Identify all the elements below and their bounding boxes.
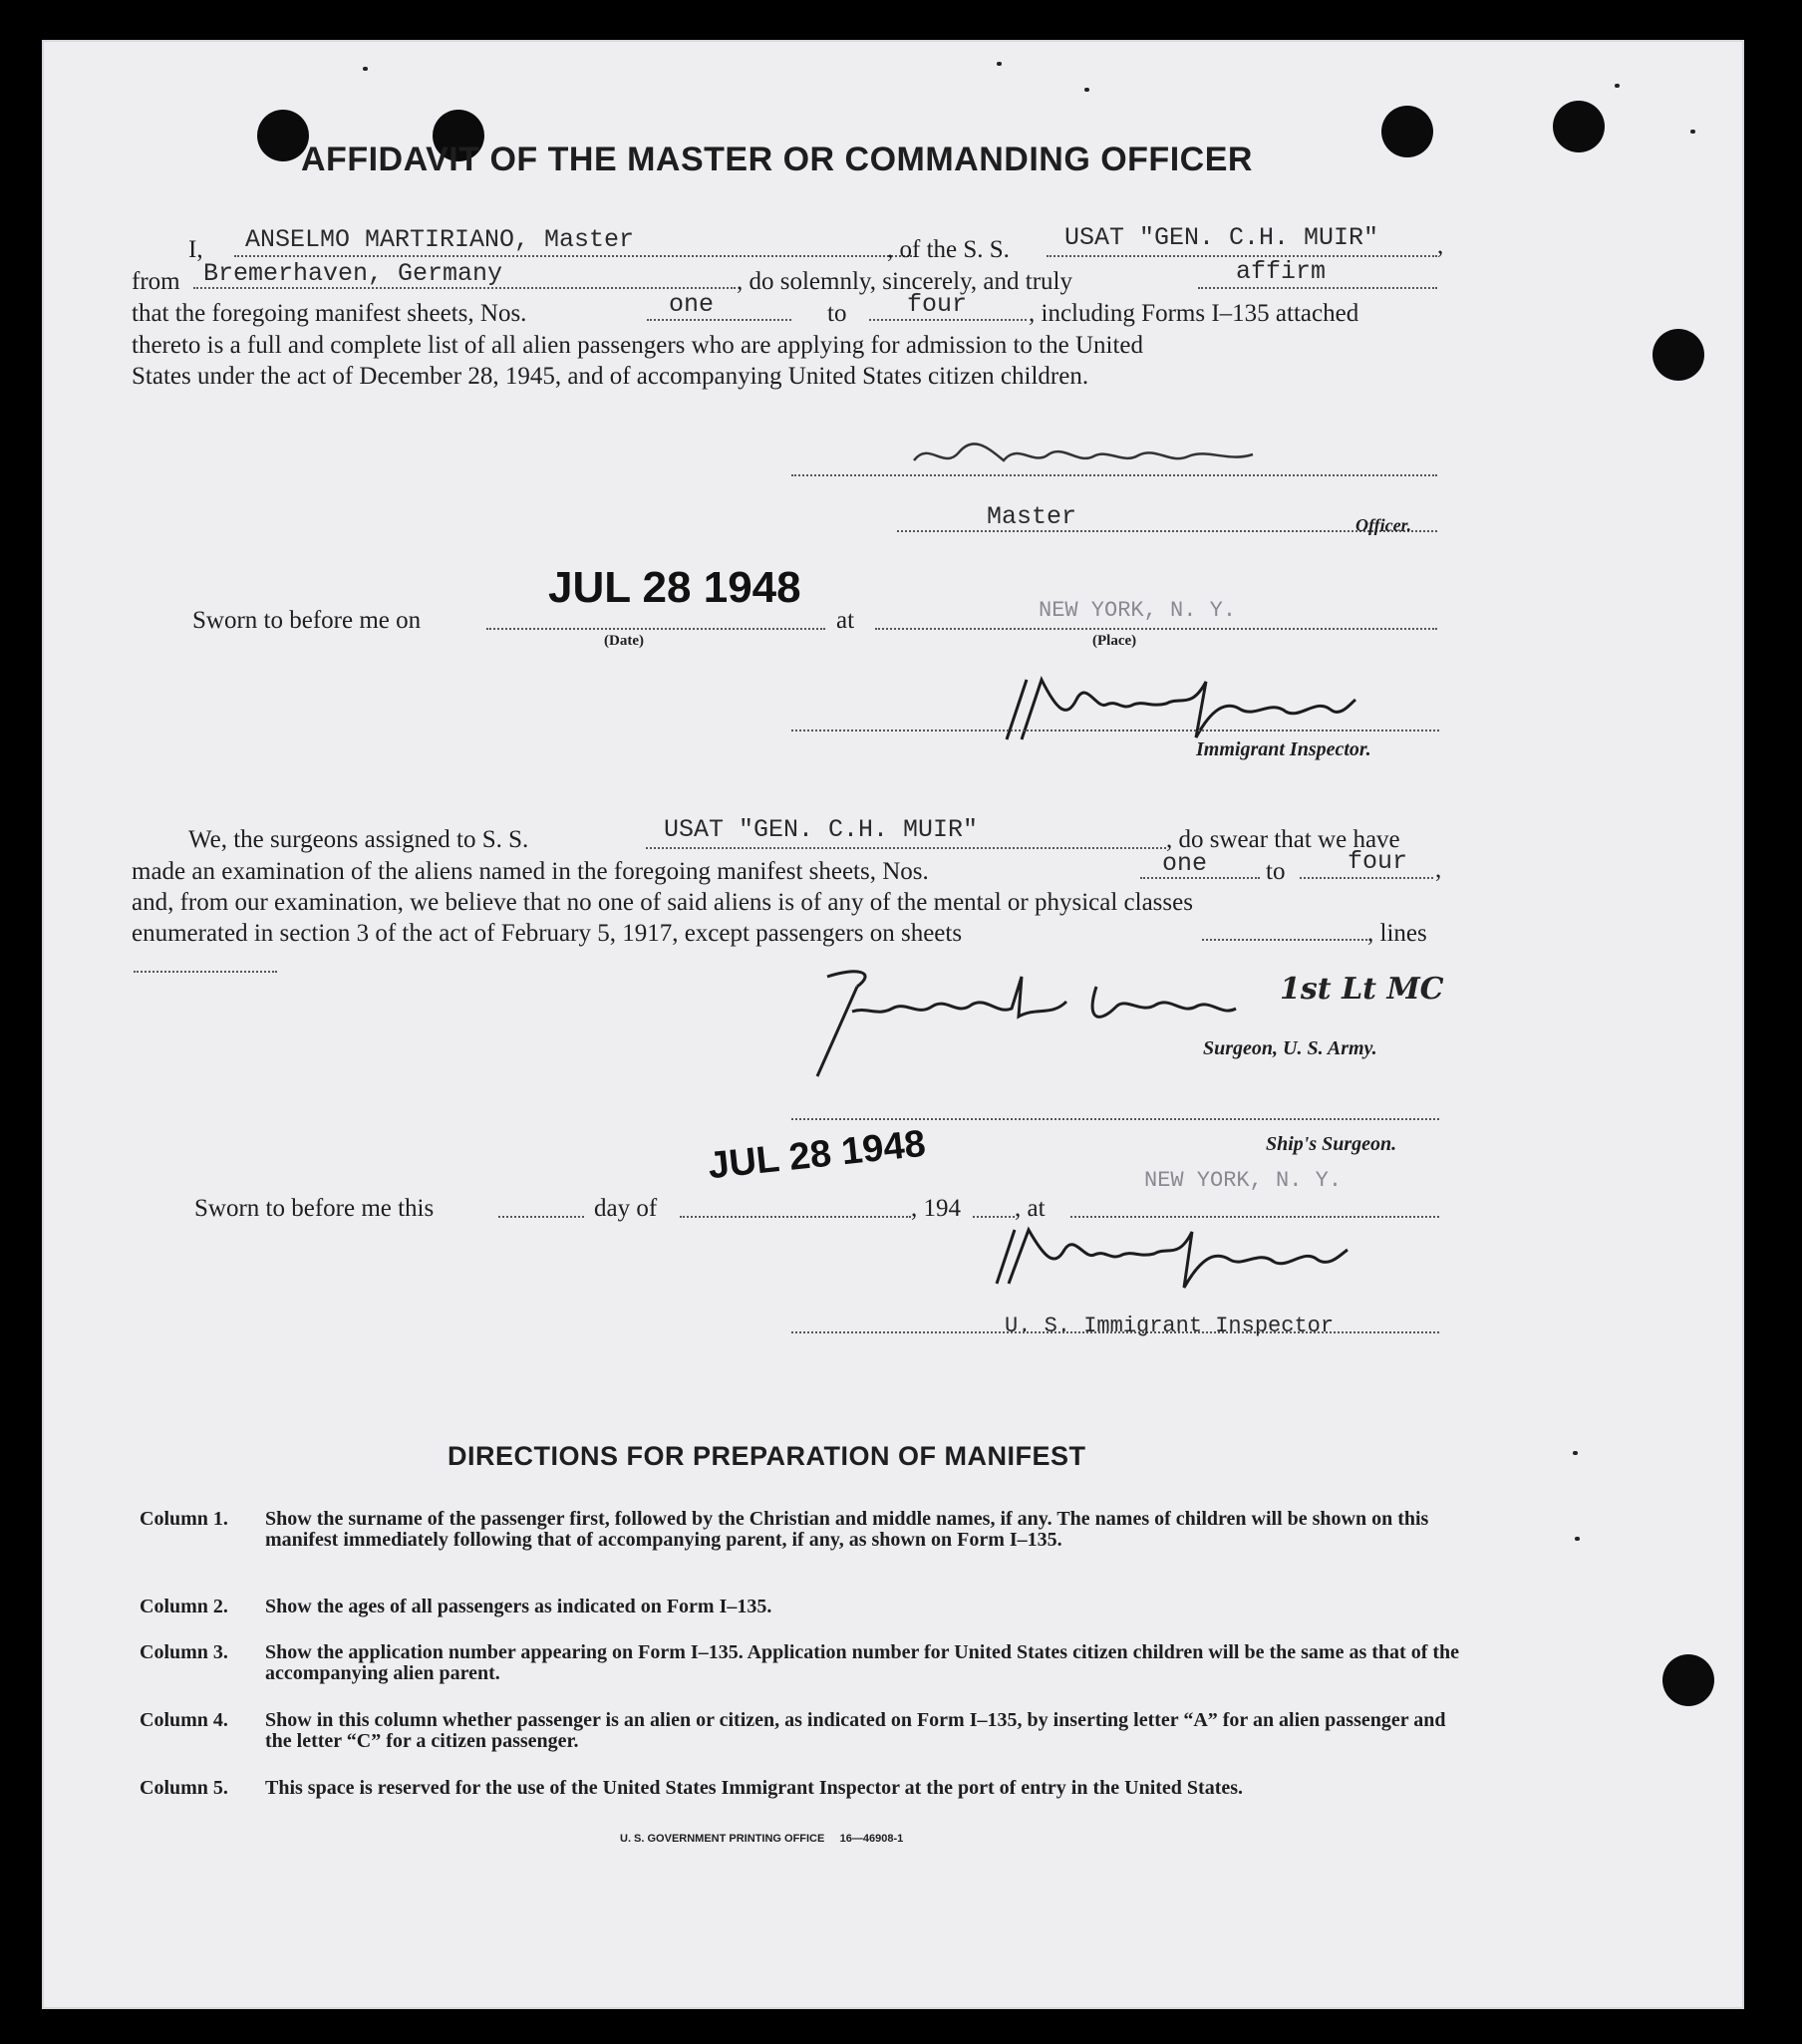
speck	[1615, 84, 1620, 88]
punch-hole	[1381, 106, 1433, 157]
printing-office-footer: U. S. GOVERNMENT PRINTING OFFICE 16—46908-1	[620, 1833, 904, 1845]
except-sheets-line	[1202, 939, 1367, 941]
affirm-typed: affirm	[1236, 257, 1327, 286]
sworn-date-line	[486, 628, 825, 630]
surgeon-signature	[797, 957, 1256, 1086]
text-year: , 194	[911, 1195, 961, 1222]
column-4-text: Show in this column whether passenger is an alien or citizen, as indicated on Form I–135, by inserting letter “A” for an alien passenger and the letter “C” for a citizen passenger.	[265, 1709, 1446, 1752]
inspector-signature	[997, 670, 1375, 749]
speck	[997, 62, 1002, 66]
place-caption: (Place)	[1092, 633, 1137, 649]
column-2-label: Column 2.	[140, 1596, 228, 1617]
from-place: Bremerhaven, Germany	[203, 259, 503, 288]
sheet-to-line	[869, 319, 1027, 321]
text-made-examination: made an examination of the aliens named in the foregoing manifest sheets, Nos.	[132, 858, 929, 885]
sheet-to: four	[907, 290, 968, 319]
text-at-1: at	[836, 607, 855, 634]
column-5-text: This space is reserved for the use of the United States Immigrant Inspector at the port of entry in the United States.	[265, 1777, 1244, 1799]
speck	[1690, 130, 1695, 134]
punch-hole	[1652, 329, 1704, 381]
speck	[1573, 1451, 1578, 1455]
punch-hole	[1662, 1654, 1714, 1706]
surgeon-ship-line	[646, 847, 1166, 849]
sworn-date-stamp: JUL 28 1948	[548, 563, 801, 612]
sworn-label-2: Sworn to before me this	[194, 1195, 435, 1222]
surgeon-army-caption: Surgeon, U. S. Army.	[1203, 1037, 1377, 1059]
page-title: AFFIDAVIT OF THE MASTER OR COMMANDING OFFICER	[301, 141, 1253, 178]
column-2-text: Show the ages of all passengers as indicated on Form I–135.	[265, 1596, 772, 1617]
column-3-label: Column 3.	[140, 1641, 228, 1663]
master-title: Master	[987, 502, 1077, 531]
sworn2-inspector-typed: U. S. Immigrant Inspector	[1005, 1314, 1335, 1338]
lines-line	[134, 971, 277, 973]
column-4-label: Column 4.	[140, 1709, 228, 1731]
surgeon-sheet-to-line	[1300, 877, 1433, 879]
affirm-line	[1198, 287, 1437, 289]
sworn2-place-line	[1070, 1216, 1439, 1218]
date-caption: (Date)	[604, 633, 644, 649]
column-3-text: Show the application number appearing on Form I–135. Application number for United States citizen children will be the same as that of the accompanying alien parent.	[265, 1641, 1460, 1684]
text-day-of: day of	[594, 1195, 658, 1222]
sheet-from-line	[647, 319, 791, 321]
text-comma-2: ,	[1435, 856, 1442, 883]
surgeon-sheet-from: one	[1162, 849, 1208, 878]
inspector-signature-2	[987, 1222, 1375, 1302]
surgeon-sheet-to: four	[1348, 847, 1408, 876]
text-enumerated: enumerated in section 3 of the act of February 5, 1917, except passengers on sheets	[132, 920, 963, 947]
master-signature	[909, 431, 1268, 480]
ships-surgeon-caption: Ship's Surgeon.	[1266, 1133, 1397, 1155]
sworn2-year-line	[973, 1216, 1015, 1218]
text-solemnly: , do solemnly, sincerely, and truly	[737, 268, 1072, 295]
speck	[1084, 88, 1089, 92]
text-lines: , lines	[1367, 920, 1427, 947]
punch-hole	[1553, 101, 1605, 152]
speck	[1575, 1537, 1580, 1541]
text-from: from	[132, 268, 180, 295]
officer-word: Officer.	[1355, 515, 1412, 535]
ship-name: USAT "GEN. C.H. MUIR"	[1064, 223, 1379, 252]
document-page	[42, 40, 1744, 2009]
sworn2-day-line	[498, 1216, 584, 1218]
speck	[363, 67, 368, 71]
text-to-2: to	[1266, 858, 1286, 885]
inspector-signature-line	[791, 730, 1439, 731]
sworn-place-stamp: NEW YORK, N. Y.	[1039, 598, 1237, 623]
ships-surgeon-line	[791, 1118, 1439, 1120]
text-including-forms: , including Forms I–135 attached	[1029, 300, 1359, 327]
surgeon-ship-name: USAT "GEN. C.H. MUIR"	[664, 815, 979, 844]
text-do-swear: , do swear that we have	[1166, 826, 1400, 853]
master-name: ANSELMO MARTIRIANO, Master	[245, 225, 635, 254]
text-I: I,	[188, 236, 203, 263]
text-to: to	[827, 300, 847, 327]
master-name-line	[234, 255, 912, 257]
sworn2-date-stamp: JUL 28 1948	[706, 1122, 928, 1188]
sworn-place-line	[875, 628, 1437, 630]
text-from-our-examination: and, from our examination, we believe that no one of said aliens is of any of the mental or physical classes	[132, 889, 1193, 916]
text-of-ss: , of the S. S.	[887, 236, 1010, 263]
column-5-label: Column 5.	[140, 1777, 228, 1799]
sworn2-month-line	[680, 1216, 911, 1218]
column-1-label: Column 1.	[140, 1508, 228, 1530]
rank-note: 1st Lt MC	[1280, 972, 1444, 1007]
text-thereto: thereto is a full and complete list of all alien passengers who are applying for admission to the United	[132, 332, 1144, 359]
sheet-from: one	[669, 290, 715, 319]
sworn2-place-stamp: NEW YORK, N. Y.	[1144, 1168, 1343, 1193]
text-comma: ,	[1437, 232, 1444, 259]
sworn-label-1: Sworn to before me on	[192, 607, 422, 634]
inspector-caption: Immigrant Inspector.	[1196, 738, 1371, 760]
text-states-under: States under the act of December 28, 1945, and of accompanying United States citizen children.	[132, 363, 1089, 390]
text-surgeons-assigned: We, the surgeons assigned to S. S.	[188, 826, 529, 853]
text-at-2: , at	[1015, 1195, 1046, 1222]
column-1-text: Show the surname of the passenger first, followed by the Christian and middle names, if any. The names of children will be shown on this manifest immediately following that of accompanying parent, if any, as shown on Form I–135.	[265, 1508, 1429, 1551]
directions-heading: DIRECTIONS FOR PREPARATION OF MANIFEST	[448, 1441, 1086, 1471]
text-manifest-sheets: that the foregoing manifest sheets, Nos.	[132, 300, 527, 327]
